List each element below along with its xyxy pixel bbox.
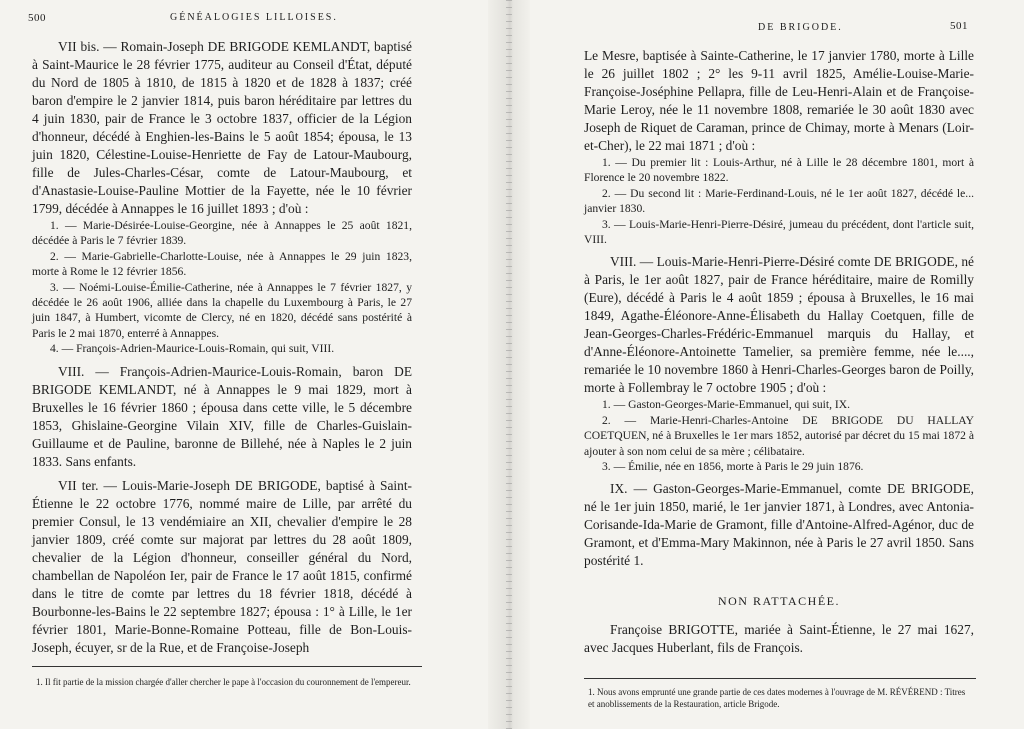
- child-entry: 1. — Du premier lit : Louis-Arthur, né à Lille le 28 décembre 1801, mort à Florence le 20 novembre 1822.: [584, 156, 974, 185]
- child-entry: 2. — Marie-Gabrielle-Charlotte-Louise, née à Annappes le 29 juin 1823, morte à Rome le 12 février 1856.: [32, 249, 412, 279]
- paragraph: VIII. — François-Adrien-Maurice-Louis-Romain, baron DE BRIGODE KEMLANDT, né à Annappes le 9 mai 1829, mort à Bruxelles le 16 février 1860 ; épousa dans cette ville, le 5 décembre 1853, Ghislaine-Georgine Vilain XIV, fille de Charles-Guislain-Guillaume et de Pauline, baronne de Billehé, née à Naples le 2 juin 1833. Sans enfants.: [32, 363, 412, 469]
- page-body: [32, 38, 412, 657]
- footnote-rule: [32, 666, 422, 667]
- right-page: [530, 0, 1024, 729]
- paragraph: VII bis. — Romain-Joseph DE BRIGODE KEMLANDT, baptisé à Saint-Maurice le 28 février 1775, auditeur au Conseil d'État, député du Nord de 1805 à 1810, de 1815 à 1820 et de 1828 à 1837; créé baron d'empire le 2 janvier 1814, puis baron héréditaire par lettres du 4 juin 1830, pair de France le 3 octobre 1837, officier de la Légion d'honneur, décédé à Enghien-les-Bains le 5 août 1854; épousa, le 13 juin 1820, Célestine-Louise-Henriette de Fay de Latour-Maubourg, fille de Jules-Charles-César, comte de Latour-Maubourg, et d'Anastasie-Louise-Pauline Mottier de la Fayette, née le 10 février 1799, décédée à Annappes le 16 juillet 1893 ; d'où :: [32, 39, 412, 216]
- child-entry: 2. — Marie-Henri-Charles-Antoine DE BRIGODE DU HALLAY COETQUEN, né à Bruxelles le 1er mars 1852, autorisé par décret du 15 mai 1872 à ajouter à son nom celui de sa mère ; célibataire.: [584, 413, 974, 458]
- paragraph: IX. — Gaston-Georges-Marie-Emmanuel, comte DE BRIGODE, né le 1er juin 1850, marié, le 1er janvier 1871, à Londres, avec Antonia-Corisande-Ida-Marie de Gramont, fille d'Antoine-Alfred-Agénor, duc de Gramont, et d'Emma-Mary Makinnon, née à Paris le 27 avril 1850. Sans postérité 1.: [584, 481, 974, 569]
- running-title: DE BRIGODE.: [758, 22, 843, 33]
- page-number: 500: [28, 12, 46, 24]
- child-entry: 4. — François-Adrien-Maurice-Louis-Romain, qui suit, VIII.: [50, 342, 335, 356]
- child-entry: 2. — Du second lit : Marie-Ferdinand-Louis, né le 1er août 1827, décédé le... janvier 1830.: [584, 186, 974, 216]
- footnote: 1. Il fit partie de la mission chargée d'aller chercher le pape à l'occasion du couronnement de l'empereur.: [36, 677, 411, 687]
- book-gutter: [488, 0, 530, 729]
- paragraph: Le Mesre, baptisée à Sainte-Catherine, le 17 janvier 1780, morte à Lille le 26 juillet 1802 ; 2° les 9-11 avril 1825, Amélie-Louise-Marie-Françoise-Joséphine Pellapra, fille de Leu-Henri-Alain et de Françoise-Marie Leroy, née le 11 novembre 1808, remariée le 30 août 1830 avec Joseph de Riquet de Caraman, prince de Chimay, morte à Menars (Loir-et-Cher), le 22 mai 1871 ; d'où :: [584, 48, 974, 153]
- child-entry: 1. — Marie-Désirée-Louise-Georgine, née à Annappes le 25 août 1821, décédée à Paris le 7 février 1839.: [32, 219, 412, 248]
- running-title: GÉNÉALOGIES LILLOISES.: [170, 12, 338, 23]
- child-entry: 3. — Émilie, née en 1856, morte à Paris le 29 juin 1876.: [602, 460, 864, 474]
- section-heading: NON RATTACHÉE.: [717, 594, 841, 609]
- paragraph: Françoise BRIGOTTE, mariée à Saint-Étienne, le 27 mai 1627, avec Jacques Huberlant, fils de François.: [584, 622, 974, 656]
- paragraph: VII ter. — Louis-Marie-Joseph DE BRIGODE, baptisé à Saint-Étienne le 22 octobre 1776, nommé maire de Lille, par arrêté du premier Consul, le 13 vendémiaire an XII, chevalier d'empire le 28 janvier 1809, créé comte sur majorat par lettres du 28 août 1809, chevalier de la Légion d'honneur, conseiller général du Nord, chambellan de Napoléon Ier, pair de France le 17 août 1815, confirmé dans le titre de comte par lettres du 18 février 1818, décédé à Bourbonne-les-Bains le 22 septembre 1827; épousa : 1° à Lille, le 1er février 1801, Marie-Bonne-Romaine Potteau, fille de Bon-Louis-Joseph, écuyer, sr de la Rue, et de Françoise-Joseph: [32, 477, 412, 655]
- page-number: 501: [950, 20, 968, 32]
- page-body: [584, 47, 974, 657]
- child-entry: 3. — Louis-Marie-Henri-Pierre-Désiré, jumeau du précédent, dont l'article suit, VIII.: [584, 217, 974, 247]
- left-page: [0, 0, 488, 729]
- footnote: 1. Nous avons emprunté une grande partie de ces dates modernes à l'ouvrage de M. RÉVÉREND : Titres et anoblissements de la Restauration, article Brigode.: [588, 687, 966, 709]
- child-entry: 3. — Noémi-Louise-Émilie-Catherine, née à Annappes le 7 février 1827, y décédée le 26 août 1906, alliée dans la chapelle du Luxembourg à Paris, le 27 juin 1847, à Humbert, vicomte de Clercy, né en 1820, décédé sans postérité à Paris le 2 mai 1870, enterré à Annappes.: [32, 280, 412, 340]
- footnote-rule: [584, 678, 976, 679]
- paragraph: VIII. — Louis-Marie-Henri-Pierre-Désiré comte DE BRIGODE, né à Paris, le 1er août 1827, pair de France héréditaire, maire de Romilly (Eure), décédé à Paris le 4 août 1859 ; épousa à Bruxelles, le 16 mai 1849, Agathe-Éléonore-Anne-Élisabeth du Hallay Coetquen, fille de Jean-Georges-Charles-Frédéric-Emmanuel marquis du Hallay, et d'Anne-Éléonore-Antoinette Tamelier, sa première femme, née le...., remariée le 10 novembre 1860 à Henri-Charles-Georges baron de Poilly, morte à Follembray le 7 octobre 1905 ; d'où :: [584, 254, 974, 396]
- child-entry: 1. — Gaston-Georges-Marie-Emmanuel, qui suit, IX.: [602, 398, 851, 412]
